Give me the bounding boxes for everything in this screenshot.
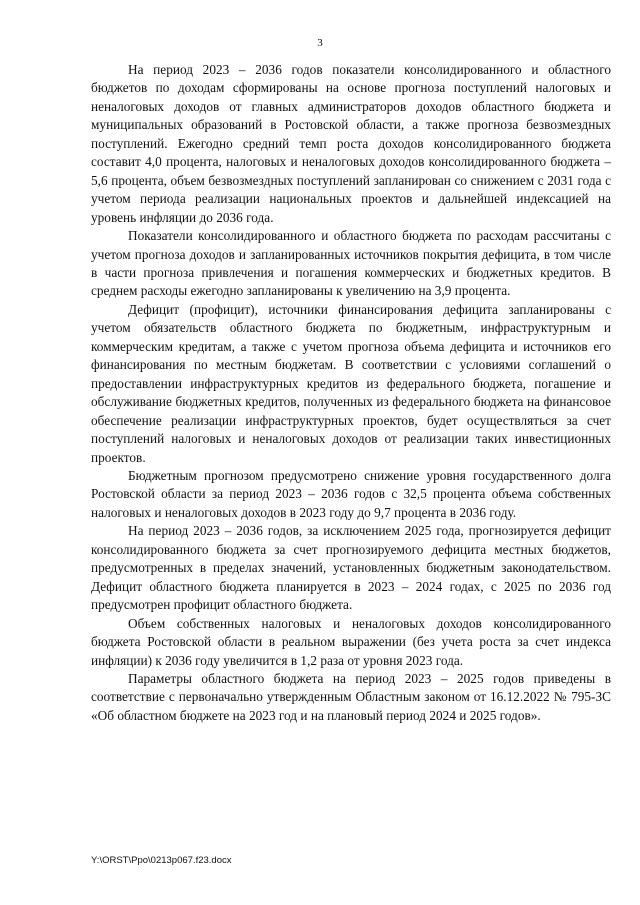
paragraph-real-revenue: Объем собственных налоговых и неналоговых доходов консолидированного бюджета Ростовской области в реальном выражении (без учета роста за счет индекса инфляции) к 2036 году увеличится в 1,2 раза от уровня 2023 года.	[91, 615, 611, 668]
document-body	[91, 61, 611, 725]
paragraph-expenditure-forecast: Показатели консолидированного и областного бюджета по расходам рассчитаны с учетом прогноза доходов и запланированных источников покрытия дефицита, в том числе в части прогноза привлечения и погашения коммерческих и бюджетных кредитов. В среднем расходы ежегодно запланированы к увеличению на 3,9 процента.	[91, 228, 611, 299]
paragraph-deficit-surplus: На период 2023 – 2036 годов, за исключением 2025 года, прогнозируется дефицит консолидированного бюджета за счет прогнозируемого дефицита местных бюджетов, предусмотренных в пределах значений, установленных бюджетным законодательством. Дефицит областного бюджета планируется в 2023 – 2024 годах, с 2025 по 2036 год предусмотрен профицит областного бюджета.	[91, 523, 611, 613]
paragraph-deficit-financing: Дефицит (профицит), источники финансирования дефицита запланированы с учетом обязательств областного бюджета по бюджетным, инфраструктурным и коммерческим кредитам, а также с учетом прогноза объема дефицита и источников его финансирования по местным бюджетам. В соответствии с условиями соглашений о предоставлении инфраструктурных кредитов из федерального бюджета, погашение и обслуживание бюджетных кредитов, полученных из федерального бюджета на финансовое обеспечение реализации инфраструктурных проектов, будет осуществляться за счет поступлений налоговых и неналоговых доходов от реализации таких инвестиционных проектов.	[91, 301, 611, 465]
page-number: 3	[317, 37, 323, 49]
paragraph-public-debt: Бюджетным прогнозом предусмотрено снижение уровня государственного долга Ростовской области за период 2023 – 2036 годов с 32,5 процента объема собственных налоговых и неналоговых доходов в 2023 году до 9,7 процента в 2036 году.	[91, 467, 611, 520]
paragraph-budget-parameters: Параметры областного бюджета на период 2023 – 2025 годов приведены в соответствие с первоначально утвержденным Областным законом от 16.12.2022 № 795-ЗС «Об областном бюджете на 2023 год и на плановый период 2024 и 2025 годов».	[91, 670, 611, 723]
paragraph-revenue-forecast: На период 2023 – 2036 годов показатели консолидированного и областного бюджетов по доходам сформированы на основе прогноза поступлений налоговых и неналоговых доходов от главных администраторов доходов областного бюджета и муниципальных образований в Ростовской области, а также прогноза безвозмездных поступлений. Ежегодно средний темп роста доходов консолидированного бюджета составит 4,0 процента, налоговых и неналоговых доходов консолидированного бюджета – 5,6 процента, объем безвозмездных поступлений запланирован со снижением с 2031 года с учетом периода реализации национальных проектов и дальнейшей индексацией на уровень инфляции до 2036 года.	[91, 62, 611, 225]
footer-file-path: Y:\ORST\Ppo\0213p067.f23.docx	[91, 855, 232, 866]
